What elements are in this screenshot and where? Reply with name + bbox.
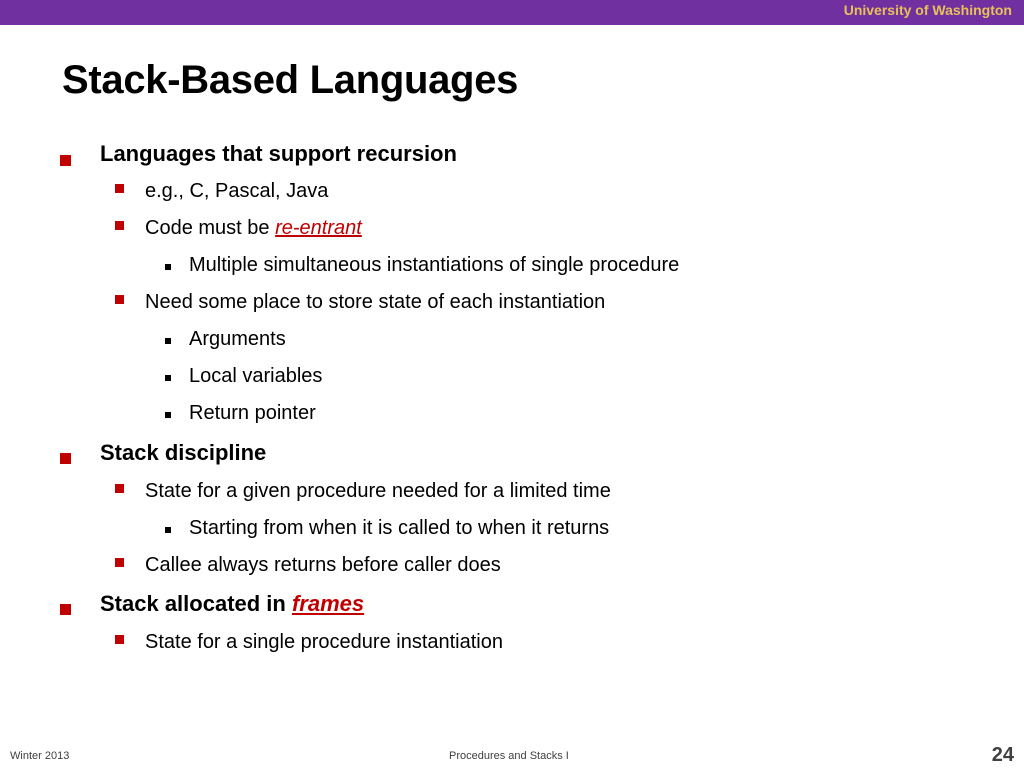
small-square-bullet-icon — [165, 412, 171, 418]
footer-term: Winter 2013 — [10, 750, 70, 762]
bullet-examples: e.g., C, Pascal, Java — [145, 180, 329, 202]
red-square-bullet-icon — [60, 453, 71, 464]
bullet-recursion: Languages that support recursion — [100, 141, 457, 166]
reentrant-prefix: Code must be — [145, 217, 276, 239]
bullet-arguments: Arguments — [189, 328, 286, 350]
reentrant-term: re-entrant — [275, 217, 362, 239]
page-number: 24 — [991, 744, 1014, 766]
bullet-state-time-sub: Starting from when it is called to when it returns — [189, 517, 610, 539]
bullet-return-pointer: Return pointer — [189, 402, 316, 424]
frames-term: frames — [291, 591, 365, 616]
bullet-stack-discipline: Stack discipline — [100, 440, 267, 465]
bullet-single-instantiation: State for a single procedure instantiation — [145, 631, 503, 653]
small-square-bullet-icon — [165, 264, 171, 270]
red-square-bullet-icon — [60, 604, 71, 615]
red-square-bullet-icon — [115, 558, 124, 567]
red-square-bullet-icon — [60, 155, 71, 166]
bullet-state: Need some place to store state of each instantiation — [145, 291, 606, 313]
red-square-bullet-icon — [115, 295, 124, 304]
frames-prefix: Stack allocated in — [100, 591, 292, 616]
institution-label: University of Washington — [843, 2, 1012, 18]
small-square-bullet-icon — [165, 338, 171, 344]
slide-title: Stack-Based Languages — [62, 58, 519, 102]
footer-topic: Procedures and Stacks I — [449, 750, 569, 762]
small-square-bullet-icon — [165, 375, 171, 381]
bullet-frames — [100, 591, 364, 617]
bullet-local-variables: Local variables — [189, 365, 323, 387]
bullet-state-time: State for a given procedure needed for a limited time — [145, 480, 611, 502]
red-square-bullet-icon — [115, 484, 124, 493]
bullet-callee: Callee always returns before caller does — [145, 554, 501, 576]
small-square-bullet-icon — [165, 527, 171, 533]
red-square-bullet-icon — [115, 635, 124, 644]
red-square-bullet-icon — [115, 184, 124, 193]
bullet-reentrant — [145, 217, 362, 240]
bullet-reentrant-sub: Multiple simultaneous instantiations of single procedure — [189, 254, 680, 276]
red-square-bullet-icon — [115, 221, 124, 230]
